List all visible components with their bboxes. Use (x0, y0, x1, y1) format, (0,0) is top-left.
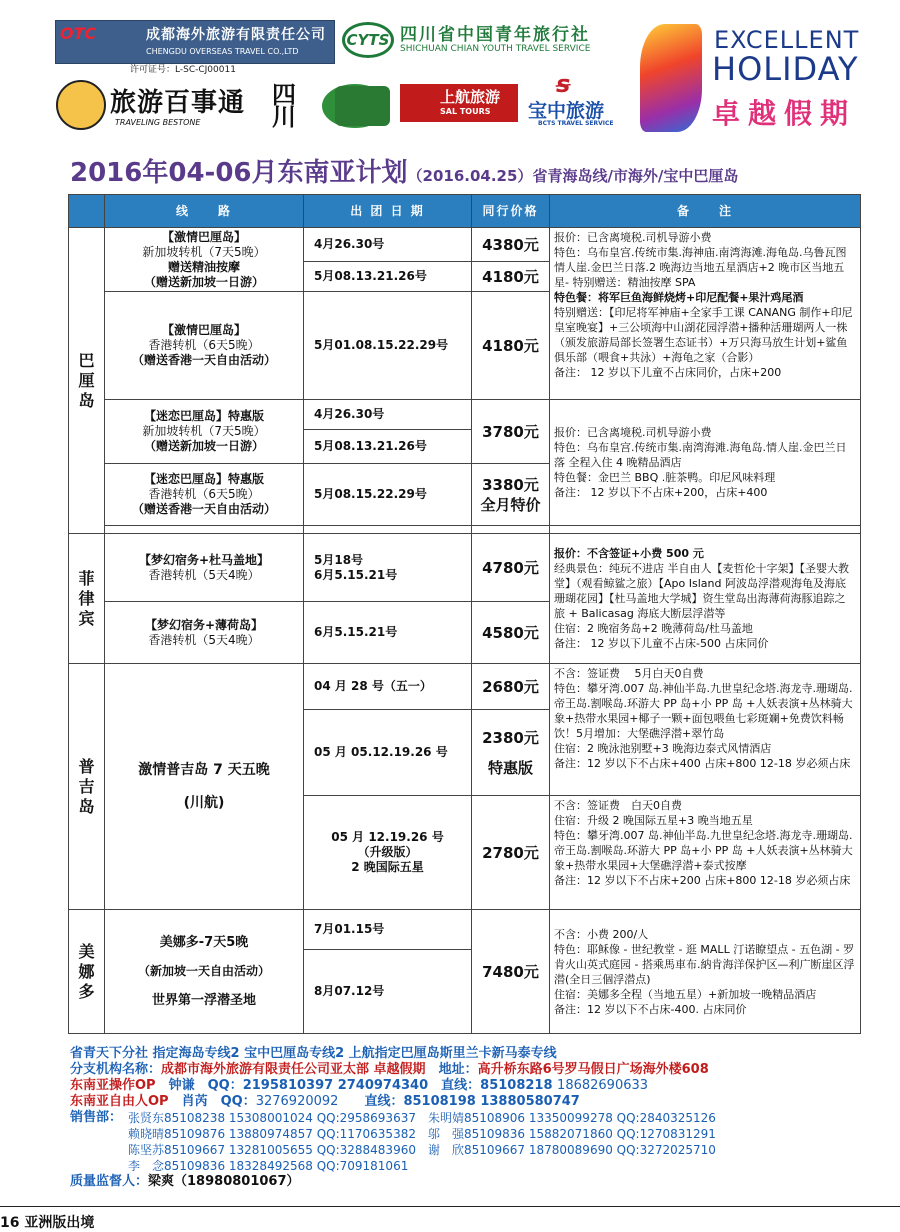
price-cell: 4180元 (472, 292, 550, 400)
otc-logo: OTC (60, 24, 97, 43)
date-cell: 05 月 12.19.26 号 （升级版） 2 晚国际五星 (304, 796, 472, 910)
header-price: 同行价格 (472, 195, 550, 228)
qc-line: 质量监督人：梁爽（18980801067） (70, 1174, 300, 1189)
table-row (69, 910, 861, 950)
region-phuket: 普吉岛 (69, 664, 105, 910)
price-cell: 2680元 (472, 664, 550, 710)
route-cell: 美娜多-7天5晚 （新加坡一天自由活动） 世界第一浮潜圣地 (105, 910, 304, 1034)
title-date: （2016.04.25） (407, 167, 533, 185)
branch-line: 分支机构名称：成都市海外旅游有限责任公司亚太部 卓越假期 地址：高升桥东路6号罗马假日广场海外楼608 (70, 1062, 709, 1077)
route-cell: 【梦幻宿务+杜马盖地】 香港转机（5天4晚） (105, 534, 304, 602)
bc-swirl-icon: ꞩ (556, 70, 571, 98)
route-cell: 激情普吉岛 7 天五晚 (川航) (105, 664, 304, 910)
price-cell: 4180元 (472, 262, 550, 292)
notes-cell: 报价：已含离境税.司机导游小费 特色：乌布皇宫.传统市集.南湾海滩.海龟岛.情人崖.金巴兰日落 全程入住 4 晚精品酒店 特色餐：金巴兰 BBQ .脏茶鸭。印尼风味料理 备注： 12 岁以下不占床+200，占床+400 (550, 400, 861, 526)
sal-en: SAL TOURS (440, 107, 491, 116)
route-cell: 【迷恋巴厘岛】特惠版 香港转机（6天5晚） （赠送香港一天自由活动） (105, 464, 304, 526)
cyts-name-cn: 四川省中国青年旅行社 (400, 25, 590, 45)
table-row (69, 526, 861, 534)
price-cell: 2780元 (472, 796, 550, 910)
company-name-cn: 成都海外旅游有限责任公司 (146, 27, 326, 43)
date-cell: 04 月 28 号（五一） (304, 664, 472, 710)
notes-cell: 不含：签证费 白天0自费 住宿：升级 2 晚国际五星+3 晚当地五星 特色：攀牙湾.007 岛.神仙半岛.九世皇纪念塔.海龙寺.珊瑚岛.帝王岛.割喉岛.环游大 PP 岛+小 PP 岛 +人妖表演+丛林骑大象+热带水果园+大堡礁浮潜+泰式按摩 备注：12 岁以下不占床+200 占床+800 12-18 岁必须占床 (550, 796, 861, 910)
region-manado: 美娜多 (69, 910, 105, 1034)
date-cell: 7月01.15号 (304, 910, 472, 950)
table-row (69, 400, 861, 430)
date-cell: 5月08.13.21.26号 (304, 430, 472, 464)
free-op-line: 东南亚自由人OP 肖芮 QQ：3276920092 直线：85108198 13880580747 (70, 1094, 580, 1109)
date-cell: 5月08.15.22.29号 (304, 464, 472, 526)
date-cell: 6月5.15.21号 (304, 602, 472, 664)
price-cell: 2380元 特惠版 (472, 710, 550, 796)
footer (70, 1046, 890, 1190)
cyts-name-en: SHICHUAN CHIAN YOUTH TRAVEL SERVICE (400, 44, 591, 54)
bus-logo-icon (335, 86, 390, 126)
title-main: 2016年04-06月东南亚计划 (70, 158, 408, 188)
route-cell: 【迷恋巴厘岛】特惠版 新加坡转机（7天5晚） （赠送新加坡一日游） (105, 400, 304, 464)
page-title (70, 152, 870, 189)
table-row (69, 534, 861, 602)
sales-block: 销售部： 张贤东85108238 15308001024 QQ:2958693637 朱明婧85108906 13350099278 QQ:2840325126 赖晓晴85109876 13880974857 QQ:1170635382 邬 强85109836 15882071860 QQ:1270831291 陈坚苏85109667 13281005655 QQ:3288483960 谢 欣85109667 18780089690 QQ:3272025710 李 念85109836 18328492568 QQ:709181061 (70, 1110, 716, 1173)
price-cell: 4580元 (472, 602, 550, 664)
footer-line1: 省青天下分社 指定海岛专线2 宝中巴厘岛专线2 上航指定巴厘岛斯里兰卡新马泰专线 (70, 1046, 557, 1061)
route-cell: 【激情巴厘岛】 香港转机（6天5晚） （赠送香港一天自由活动） (105, 292, 304, 400)
excellent-text: EXCELLENT (714, 26, 860, 54)
table-header-row (69, 195, 861, 228)
company-name-en: CHENGDU OVERSEAS TRAVEL CO.,LTD (146, 47, 299, 56)
price-cell: 3380元 全月特价 (472, 464, 550, 526)
notes-cell: 报价：已含离境税.司机导游小费 特色：乌布皇宫.传统市集.海神庙.南湾海滩.海龟岛.乌鲁瓦图情人崖.金巴兰日落.2 晚海边当地五星酒店+2 晚市区当地五星- 特别赠送：精油按摩 SPA 特色餐：将军巨鱼海鲜烧烤+印尼配餐+果汁鸡尾酒 特别赠送：【印尼将军神庙+全家手工课 CANANG 制作+印尼皇室晚宴】+三公顷海中山湖花园浮潜+播种活珊瑚两人一株（颁发旅游局部长签署生态证书）+万只海马放生计划+鲨鱼俱乐部（喂食+共泳）+海龟之家（合影） 备注： 12 岁以下儿童不占床同价，占床+200 (550, 228, 861, 400)
header-date: 出 团 日 期 (304, 195, 472, 228)
sichuan-text: 四川 (272, 81, 296, 131)
region-philippines: 菲律宾 (69, 534, 105, 664)
date-cell: 4月26.30号 (304, 228, 472, 262)
lyb-logo-text: 旅游百事通 (110, 88, 246, 118)
date-cell: 05 月 05.12.19.26 号 (304, 710, 472, 796)
date-cell: 5月08.13.21.26号 (304, 262, 472, 292)
holiday-text: HOLIDAY (712, 50, 859, 88)
sal-cn: 上航旅游 (440, 88, 501, 106)
license-number: 许可证号：L-SC-CJ00011 (130, 65, 236, 75)
holiday-flame-logo-icon (640, 24, 702, 132)
page-number: 16 亚洲版出境 (0, 1215, 95, 1231)
op-line: 东南亚操作OP 钟谦 QQ：2195810397 2740974340 直线：85108218 18682690633 (70, 1078, 649, 1093)
itinerary-table (68, 194, 861, 1034)
header-blank (69, 195, 105, 228)
route-cell: 【梦幻宿务+薄荷岛】 香港转机（5天4晚） (105, 602, 304, 664)
notes-cell: 报价：不含签证+小费 500 元 经典景色：纯玩不进店 半自由人【麦哲伦十字架】【圣婴大教堂】（观看鲸鲨之旅）【Apo Island 阿波岛浮潜观海龟及海底珊瑚花园】【杜马盖地大学城】资生堂岛出海薄荷海豚追踪之旅 + Balicasag 海底大断层浮潜等 住宿：2 晚宿务岛+2 晚薄荷岛/杜马盖地 备注： 12 岁以下儿童不占床-500 占床同价 (550, 534, 861, 664)
price-cell: 3780元 (472, 400, 550, 464)
mascot-icon (56, 80, 106, 130)
region-bali: 巴厘岛 (69, 228, 105, 534)
header-route: 线 路 (105, 195, 304, 228)
bc-name-en: BCTS TRAVEL SERVICE (538, 120, 614, 127)
header (0, 0, 900, 150)
title-tail: 省青海岛线/市海外/宝中巴厘岛 (532, 167, 739, 185)
notes-cell: 不含：小费 200/人 特色：耶稣像 - 世纪教堂 - 逛 MALL 汀诺瞭望点 - 五色湖 - 罗肯火山英式庭园 - 搭乘馬車布.納肯海洋保护区—利广断崖区浮潜(全日三個浮潜点) 住宿：美娜多全程（当地五星）+新加坡一晚精品酒店 备注：12 岁以下不占床-400. 占床同价 (550, 910, 861, 1034)
company-banner (55, 20, 335, 64)
sal-logo (400, 84, 518, 122)
table-row (69, 228, 861, 262)
date-cell: 4月26.30号 (304, 400, 472, 430)
price-cell: 7480元 (472, 910, 550, 1034)
date-cell: 8月07.12号 (304, 950, 472, 1034)
divider (0, 1206, 900, 1207)
table-row (69, 664, 861, 710)
price-cell: 4380元 (472, 228, 550, 262)
route-cell: 【激情巴厘岛】 新加坡转机（7天5晚） 赠送精油按摩 （赠送新加坡一日游） (105, 228, 304, 292)
date-cell: 5月18号 6月5.15.21号 (304, 534, 472, 602)
bc-name-cn: 宝中旅游 (528, 100, 605, 122)
cyts-logo: CYTS (342, 22, 394, 58)
header-notes: 备 注 (550, 195, 861, 228)
notes-cell: 不含：签证费 5月白天0自费 特色：攀牙湾.007 岛.神仙半岛.九世皇纪念塔.海龙寺.珊瑚岛.帝王岛.割喉岛.环游大 PP 岛+小 PP 岛 +人妖表演+丛林骑大象+热带水果园+椰子一颗+面包喂鱼七彩斑斓+免费饮料畅饮！5月增加：大堡礁浮潜+翠竹岛 住宿：2 晚泳池别墅+3 晚海边泰式风情酒店 备注：12 岁以下不占床+400 占床+800 12-18 岁必须占床 (550, 664, 861, 796)
zhuoyue-text: 卓越假期 (712, 97, 857, 130)
price-cell: 4780元 (472, 534, 550, 602)
date-cell: 5月01.08.15.22.29号 (304, 292, 472, 400)
lyb-en-text: TRAVELING BESTONE (115, 118, 201, 127)
